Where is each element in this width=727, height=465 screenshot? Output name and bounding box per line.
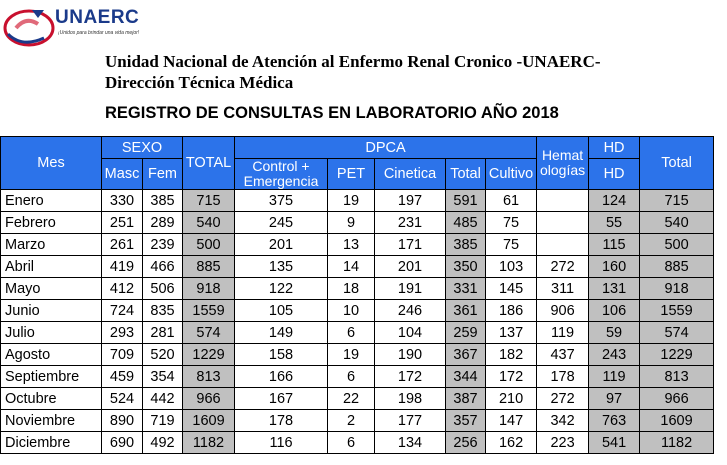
cell-control: 375	[235, 190, 328, 212]
cell-mes: Junio	[1, 300, 102, 322]
cell-hd: 124	[589, 190, 640, 212]
cell-control: 245	[235, 212, 328, 234]
col-total-sexo-header: TOTAL	[183, 137, 235, 190]
cell-masc: 330	[102, 190, 143, 212]
cell-fem: 506	[143, 278, 183, 300]
cell-control: 105	[235, 300, 328, 322]
cell-total-sexo: 966	[183, 388, 235, 410]
cell-cinetica: 191	[375, 278, 446, 300]
cell-dpca-total: 344	[446, 366, 486, 388]
cell-hematologias	[537, 234, 589, 256]
cell-fem: 466	[143, 256, 183, 278]
cell-dpca-total: 367	[446, 344, 486, 366]
cell-cultivo: 186	[486, 300, 537, 322]
col-hd-header: HD	[589, 159, 640, 190]
consultas-table	[0, 136, 714, 454]
col-pet-header: PET	[328, 159, 375, 190]
cell-mes: Marzo	[1, 234, 102, 256]
table-row	[1, 212, 714, 234]
col-hematologias-header	[537, 137, 589, 190]
cell-masc: 419	[102, 256, 143, 278]
cell-total-sexo: 885	[183, 256, 235, 278]
dpca-group-header: DPCA	[235, 137, 537, 159]
cell-fem: 719	[143, 410, 183, 432]
cell-mes: Octubre	[1, 388, 102, 410]
cell-total-sexo: 1182	[183, 432, 235, 454]
table-row	[1, 366, 714, 388]
cell-fem: 442	[143, 388, 183, 410]
cell-cinetica: 201	[375, 256, 446, 278]
cell-mes: Mayo	[1, 278, 102, 300]
sexo-group-header: SEXO	[102, 137, 183, 159]
cell-control: 178	[235, 410, 328, 432]
department-title: Dirección Técnica Médica	[105, 73, 294, 92]
table-row	[1, 322, 714, 344]
cell-dpca-total: 259	[446, 322, 486, 344]
cell-mes: Julio	[1, 322, 102, 344]
cell-cultivo: 210	[486, 388, 537, 410]
cell-total-sexo: 1559	[183, 300, 235, 322]
cell-fem: 239	[143, 234, 183, 256]
header-row-1	[1, 137, 714, 159]
cell-masc: 890	[102, 410, 143, 432]
cell-control: 116	[235, 432, 328, 454]
cell-cultivo: 182	[486, 344, 537, 366]
cell-mes: Septiembre	[1, 366, 102, 388]
cell-hematologias: 223	[537, 432, 589, 454]
cell-total-final: 500	[640, 234, 714, 256]
table-row	[1, 344, 714, 366]
cell-total-sexo: 1229	[183, 344, 235, 366]
cell-cinetica: 190	[375, 344, 446, 366]
cell-total-final: 885	[640, 256, 714, 278]
table-row	[1, 278, 714, 300]
cell-hematologias: 178	[537, 366, 589, 388]
cell-total-final: 813	[640, 366, 714, 388]
cell-hematologias: 437	[537, 344, 589, 366]
cell-hd: 763	[589, 410, 640, 432]
cell-masc: 261	[102, 234, 143, 256]
cell-pet: 6	[328, 366, 375, 388]
table-row	[1, 234, 714, 256]
table-row	[1, 300, 714, 322]
cell-dpca-total: 256	[446, 432, 486, 454]
cell-cinetica: 177	[375, 410, 446, 432]
cell-control: 149	[235, 322, 328, 344]
cell-total-final: 1229	[640, 344, 714, 366]
cell-pet: 10	[328, 300, 375, 322]
cell-hd: 97	[589, 388, 640, 410]
cell-control: 158	[235, 344, 328, 366]
cell-control: 167	[235, 388, 328, 410]
cell-fem: 492	[143, 432, 183, 454]
cell-pet: 14	[328, 256, 375, 278]
cell-mes: Noviembre	[1, 410, 102, 432]
logo-emblem-icon	[2, 4, 58, 48]
cell-cinetica: 198	[375, 388, 446, 410]
cell-mes: Enero	[1, 190, 102, 212]
cell-hd: 160	[589, 256, 640, 278]
cell-hd: 55	[589, 212, 640, 234]
cell-pet: 18	[328, 278, 375, 300]
cell-control: 166	[235, 366, 328, 388]
cell-pet: 2	[328, 410, 375, 432]
cell-cultivo: 172	[486, 366, 537, 388]
cell-hd: 59	[589, 322, 640, 344]
col-control-header	[235, 159, 328, 190]
cell-control: 135	[235, 256, 328, 278]
cell-hematologias: 906	[537, 300, 589, 322]
cell-dpca-total: 350	[446, 256, 486, 278]
table-row	[1, 410, 714, 432]
cell-cinetica: 134	[375, 432, 446, 454]
cell-total-sexo: 715	[183, 190, 235, 212]
cell-pet: 22	[328, 388, 375, 410]
cell-masc: 251	[102, 212, 143, 234]
cell-total-final: 1182	[640, 432, 714, 454]
cell-cultivo: 147	[486, 410, 537, 432]
cell-hd: 115	[589, 234, 640, 256]
logo-tagline: ¡Unidos para brindar una vida mejor!	[58, 30, 140, 36]
cell-cinetica: 231	[375, 212, 446, 234]
cell-pet: 19	[328, 190, 375, 212]
cell-mes: Diciembre	[1, 432, 102, 454]
col-total-final-header: Total	[640, 137, 714, 190]
cell-cultivo: 103	[486, 256, 537, 278]
cell-dpca-total: 357	[446, 410, 486, 432]
hematologias-label-1: Hemat	[541, 147, 584, 163]
cell-total-sexo: 500	[183, 234, 235, 256]
cell-cultivo: 145	[486, 278, 537, 300]
cell-hematologias: 272	[537, 256, 589, 278]
cell-total-sexo: 540	[183, 212, 235, 234]
cell-total-final: 1559	[640, 300, 714, 322]
cell-fem: 289	[143, 212, 183, 234]
cell-cultivo: 137	[486, 322, 537, 344]
cell-pet: 9	[328, 212, 375, 234]
cell-fem: 354	[143, 366, 183, 388]
cell-mes: Agosto	[1, 344, 102, 366]
table-row	[1, 190, 714, 212]
cell-control: 201	[235, 234, 328, 256]
cell-pet: 6	[328, 322, 375, 344]
cell-mes: Febrero	[1, 212, 102, 234]
cell-cinetica: 246	[375, 300, 446, 322]
cell-cinetica: 104	[375, 322, 446, 344]
cell-total-final: 918	[640, 278, 714, 300]
cell-pet: 6	[328, 432, 375, 454]
col-fem-header: Fem	[143, 159, 183, 190]
cell-masc: 524	[102, 388, 143, 410]
cell-cinetica: 172	[375, 366, 446, 388]
table-row	[1, 388, 714, 410]
cell-fem: 835	[143, 300, 183, 322]
cell-hd: 106	[589, 300, 640, 322]
cell-fem: 385	[143, 190, 183, 212]
cell-pet: 19	[328, 344, 375, 366]
cell-total-final: 574	[640, 322, 714, 344]
header-row-2	[1, 159, 714, 190]
cell-hd: 119	[589, 366, 640, 388]
cell-total-sexo: 574	[183, 322, 235, 344]
cell-masc: 459	[102, 366, 143, 388]
cell-hematologias: 119	[537, 322, 589, 344]
control-label-1: Control +	[252, 158, 310, 174]
cell-fem: 281	[143, 322, 183, 344]
cell-dpca-total: 387	[446, 388, 486, 410]
cell-cinetica: 197	[375, 190, 446, 212]
cell-cultivo: 75	[486, 234, 537, 256]
cell-dpca-total: 331	[446, 278, 486, 300]
cell-dpca-total: 591	[446, 190, 486, 212]
col-cultivo-header: Cultivo	[486, 159, 537, 190]
cell-masc: 412	[102, 278, 143, 300]
col-mes-header: Mes	[1, 137, 102, 190]
cell-control: 122	[235, 278, 328, 300]
cell-hd: 131	[589, 278, 640, 300]
cell-total-sexo: 813	[183, 366, 235, 388]
cell-total-final: 966	[640, 388, 714, 410]
cell-hematologias: 311	[537, 278, 589, 300]
cell-hematologias	[537, 190, 589, 212]
cell-fem: 520	[143, 344, 183, 366]
cell-masc: 709	[102, 344, 143, 366]
cell-masc: 690	[102, 432, 143, 454]
control-label-2: Emergencia	[243, 173, 319, 189]
cell-total-final: 540	[640, 212, 714, 234]
report-title: REGISTRO DE CONSULTAS EN LABORATORIO AÑO 2018	[105, 104, 559, 122]
cell-cultivo: 75	[486, 212, 537, 234]
hematologias-label-2: ologías	[539, 162, 586, 178]
cell-cultivo: 61	[486, 190, 537, 212]
cell-dpca-total: 485	[446, 212, 486, 234]
cell-total-final: 1609	[640, 410, 714, 432]
cell-masc: 293	[102, 322, 143, 344]
table-row	[1, 256, 714, 278]
col-dpca-total-header: Total	[446, 159, 486, 190]
cell-hd: 541	[589, 432, 640, 454]
cell-pet: 13	[328, 234, 375, 256]
cell-mes: Abril	[1, 256, 102, 278]
table-row	[1, 432, 714, 454]
cell-hematologias: 342	[537, 410, 589, 432]
cell-hematologias	[537, 212, 589, 234]
cell-total-final: 715	[640, 190, 714, 212]
cell-total-sexo: 1609	[183, 410, 235, 432]
cell-cultivo: 162	[486, 432, 537, 454]
col-cinetica-header: Cinetica	[375, 159, 446, 190]
cell-cinetica: 171	[375, 234, 446, 256]
cell-hematologias: 272	[537, 388, 589, 410]
cell-dpca-total: 361	[446, 300, 486, 322]
cell-total-sexo: 918	[183, 278, 235, 300]
logo-name: UNAERC	[55, 7, 140, 28]
cell-masc: 724	[102, 300, 143, 322]
institution-title: Unidad Nacional de Atención al Enfermo Renal Cronico -UNAERC-	[105, 52, 601, 71]
hd-group-header: HD	[589, 137, 640, 159]
cell-hd: 243	[589, 344, 640, 366]
cell-dpca-total: 385	[446, 234, 486, 256]
col-masc-header: Masc	[102, 159, 143, 190]
